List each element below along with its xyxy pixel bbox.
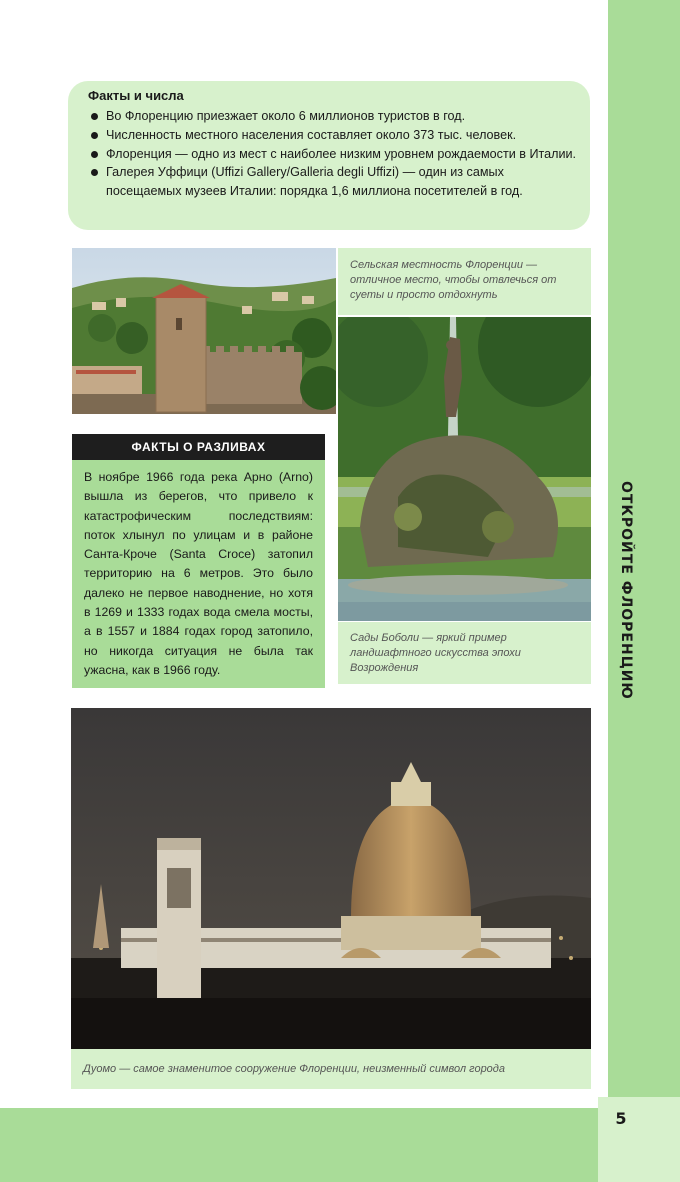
flood-text: В ноябре 1966 года река Арно (Arno) вышла из берегов, что привело к катастрофическим последствиям: поток хлынул по улицам и в районе Санта-Кроче (Santa Croce) затопил территорию на 6 метров. Это было далеко не первое наводнение, но хотя в 1269 и 1333 годах вода смела мосты, а в 1557 и 1884 годах город затопило, но никогда ситуация не была так ужасна, как в 1966 году. (72, 460, 325, 688)
facts-item: Численность местного населения составляет около 373 тыс. человек. (88, 126, 578, 145)
boboli-photo (338, 317, 591, 621)
duomo-caption: Дуомо — самое знаменитое сооружение Флоренции, неизменный символ города (71, 1049, 591, 1089)
side-tab-label: ОТКРОЙТЕ ФЛОРЕНЦИЮ (618, 480, 634, 700)
facts-item: Флоренция — одно из мест с наиболее низким уровнем рождаемости в Италии. (88, 145, 578, 164)
countryside-photo (72, 248, 336, 414)
facts-list (88, 107, 578, 201)
countryside-caption: Сельская местность Флоренции — отличное место, чтобы отвлечься от суеты и просто отдохнуть (338, 248, 591, 315)
facts-title: Факты и числа (88, 88, 184, 103)
boboli-caption: Сады Боболи — яркий пример ландшафтного искусства эпохи Возрождения (338, 622, 591, 684)
page-number: 5 (615, 1108, 627, 1128)
flood-header: ФАКТЫ О РАЗЛИВАХ (72, 434, 325, 460)
duomo-photo (71, 708, 591, 1049)
footer-band (0, 1108, 598, 1182)
facts-item: Во Флоренцию приезжает около 6 миллионов туристов в год. (88, 107, 578, 126)
facts-item: Галерея Уффици (Uffizi Gallery/Galleria degli Uffizi) — один из самых посещаемых музеев Италии: порядка 1,6 миллиона посетителей в год. (88, 163, 578, 201)
